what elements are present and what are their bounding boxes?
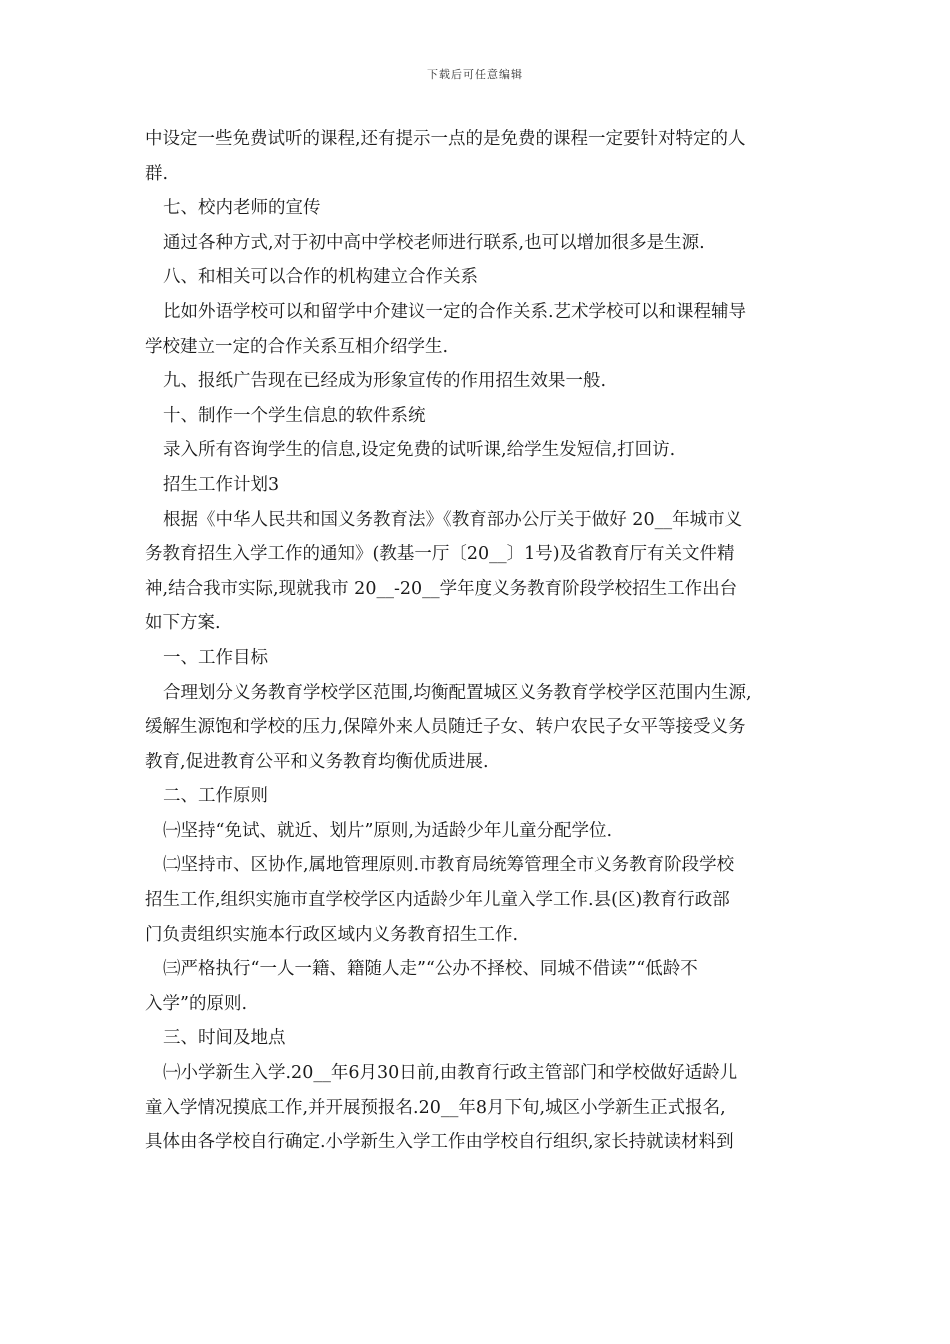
text-line: 招生工作,组织实施市直学校学区内适龄少年儿童入学工作.县(区)教育行政部 (145, 890, 730, 911)
text-line: 录入所有咨询学生的信息,设定免费的试听课,给学生发短信,打回访. (163, 440, 676, 461)
section-heading: 十、制作一个学生信息的软件系统 (163, 405, 426, 426)
section-heading: 七、校内老师的宣传 (163, 198, 321, 219)
text-line: 具体由各学校自行确定.小学新生入学工作由学校自行组织,家长持就读材料到 (145, 1132, 734, 1153)
text-line: 入学”的原则. (145, 993, 248, 1014)
text-line: ㈠坚持“免试、就近、划片”原则,为适龄少年儿童分配学位. (163, 820, 613, 841)
text-line: 门负责组织实施本行政区域内义务教育招生工作. (145, 924, 519, 945)
document-subtitle: 招生工作计划3 (163, 474, 280, 495)
text-line: ㈢严格执行“一人一籍、籍随人走”“公办不择校、同城不借读”“低龄不 (163, 959, 698, 980)
text-line: 缓解生源饱和学校的压力,保障外来人员随迁子女、转户农民子女平等接受义务 (145, 717, 746, 738)
section-heading: 九、报纸广告现在已经成为形象宣传的作用招生效果一般. (163, 371, 607, 392)
text-line: 合理划分义务教育学校学区范围,均衡配置城区义务教育学校学区范围内生源, (163, 682, 752, 703)
text-line: 童入学情况摸底工作,并开展预报名.20__年8月下旬,城区小学新生正式报名, (145, 1097, 726, 1118)
section-heading: 三、时间及地点 (163, 1028, 286, 1049)
text-line: ㈡坚持市、区协作,属地管理原则.市教育局统筹管理全市义务教育阶段学校 (163, 855, 735, 876)
page-header: 下载后可任意编辑 (427, 68, 523, 81)
text-line: 神,结合我市实际,现就我市 20__-20__学年度义务教育阶段学校招生工作出台 (145, 578, 738, 599)
text-line: 务教育招生入学工作的通知》(教基一厅〔20__〕1号)及省教育厅有关文件精 (145, 544, 735, 565)
text-line: 比如外语学校可以和留学中介建议一定的合作关系.艺术学校可以和课程辅导 (163, 301, 747, 322)
text-line: 如下方案. (145, 613, 221, 634)
text-line: 通过各种方式,对于初中高中学校老师进行联系,也可以增加很多是生源. (163, 232, 705, 253)
section-heading: 二、工作原则 (163, 786, 268, 807)
section-heading: 八、和相关可以合作的机构建立合作关系 (163, 267, 478, 288)
text-line: 学校建立一定的合作关系互相介绍学生. (145, 336, 449, 357)
text-line: 根据《中华人民共和国义务教育法》《教育部办公厅关于做好 20__年城市义 (163, 509, 743, 530)
text-line: ㈠小学新生入学.20__年6月30日前,由教育行政主管部门和学校做好适龄儿 (163, 1063, 738, 1084)
document-body (145, 122, 813, 1160)
text-line: 教育,促进教育公平和义务教育均衡优质进展. (145, 751, 489, 772)
text-line: 中设定一些免费试听的课程,还有提示一点的是免费的课程一定要针对特定的人 (145, 129, 746, 149)
section-heading: 一、工作目标 (163, 647, 268, 668)
text-line: 群. (145, 163, 169, 184)
